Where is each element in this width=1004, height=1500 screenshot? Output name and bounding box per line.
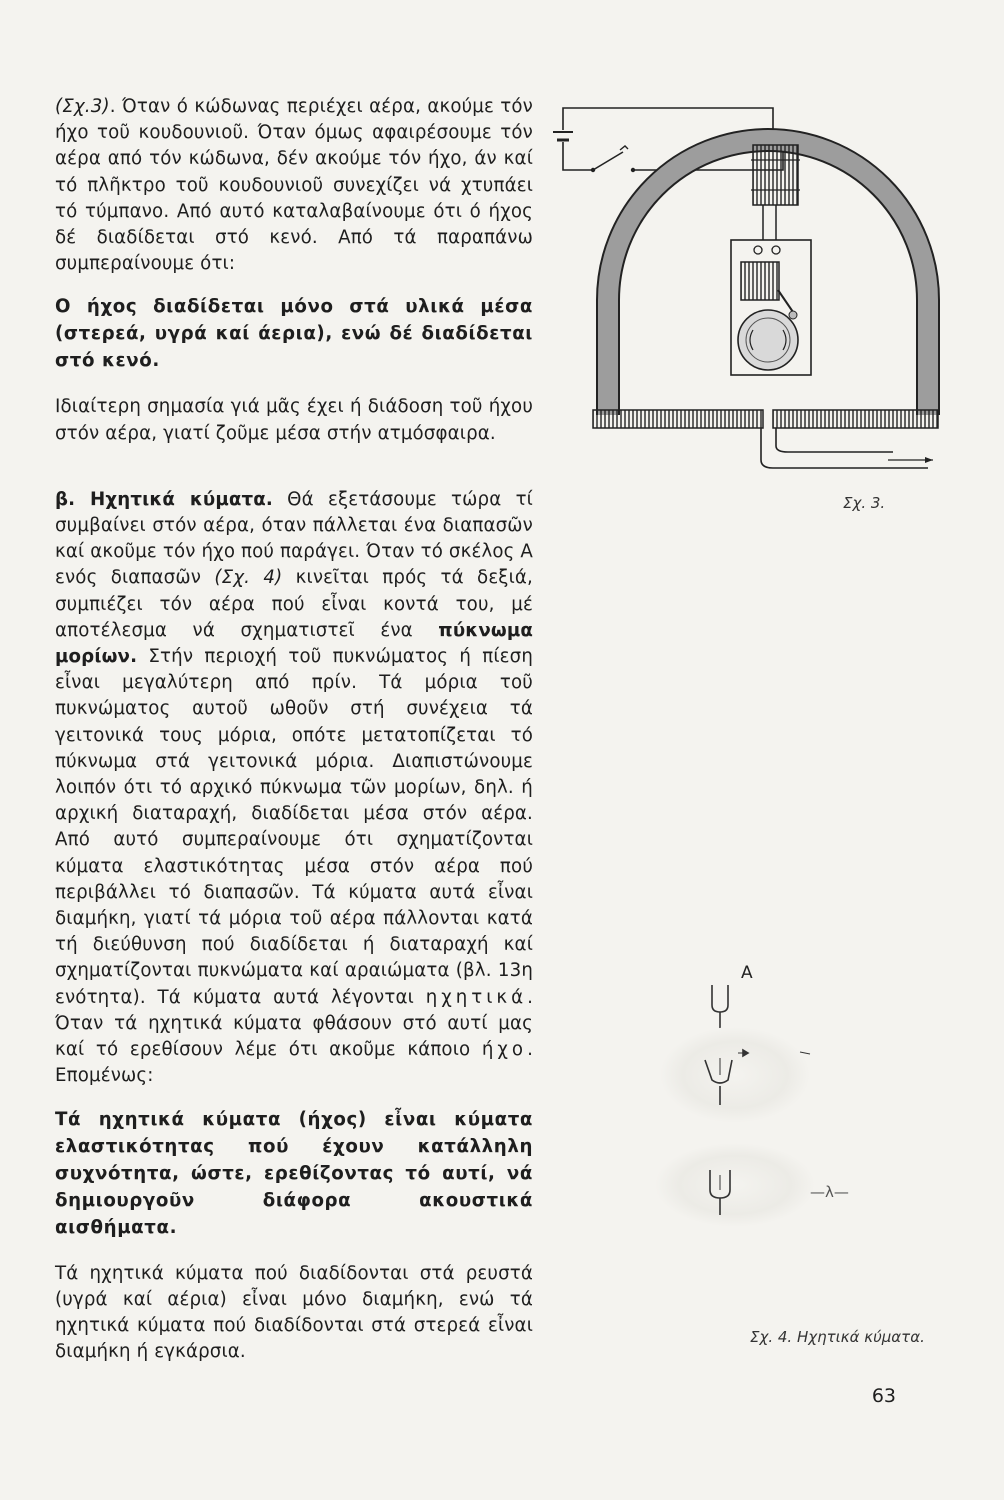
paragraph-3: Τά ηχητικά κύματα πού διαδίδονται στά ρευστά (υγρά καί αέρια) εἶναι μόνο διαμήκη, ενώ τά ηχητικά κύματα πού διαδίδονται στά στερεά εἶναι διαμήκη ή εγκάρσια. — [55, 1262, 533, 1363]
spaced-term-1: ηχητικά — [425, 986, 528, 1008]
bold-term: πύκνωμα μορίων. — [55, 619, 533, 668]
figure-4-caption: Σχ. 4. Ηχητικά κύματα. — [750, 1328, 925, 1346]
page-number: 63 — [871, 1385, 896, 1407]
law-2: Τά ηχητικά κύματα (ήχος) εἶναι κύματα ελαστικότητας πού έχουν κατάλληλη συχνότητα, ώστε, ερεθίζοντας τό αυτί, νά δημιουργοῦν διάφορα ακουστικά αισθήματα. — [55, 1108, 533, 1238]
paragraph-1: (Σχ.3). Όταν ό κώδωνας περιέχει αέρα, ακούμε τόν ήχο τοῦ κουδουνιοῦ. Όταν όμως αφαιρέσουμε τόν αέρα από τόν κώδωνα, δέν ακούμε τόν ήχο, άν καί τό πλῆκτρο τοῦ κουδουνιοῦ συνεχίζει νά χτυπάει τό τύμπανο. Από αυτό καταλαβαίνουμε ότι ό ήχος δέ διαδίδεται στό κενό. Από τά παραπάνω συμπεραίνουμε ότι: — [55, 96, 533, 275]
figure-3-caption: Σχ. 3. — [843, 494, 886, 512]
figure-3-bell-jar — [548, 90, 958, 510]
fork-label-A: A — [741, 963, 753, 983]
paragraph-2: Ιδιαίτερη σημασία γιά μᾶς έχει ή διάδοση τοῦ ήχου στόν αέρα, γιατί ζοῦμε μέσα στήν ατμόσφαιρα. — [55, 396, 533, 444]
section-b-heading: β. Ηχητικά κύματα. — [55, 488, 273, 510]
law-1: Ο ήχος διαδίδεται μόνο στά υλικά μέσα (στερεά, υγρά καί άερια), ενώ δέ διαδίδεται στό κενό. — [55, 296, 533, 372]
section-b: β. Ηχητικά κύματα. Θά εξετάσουμε τώρα τί συμβαίνει στόν αέρα, όταν πάλλεται ένα διαπασῶν καί ακοῦμε τόν ήχο πού παράγει. Όταν τό σκέλος Α ενός διαπασῶν (Σχ. 4) κινεῖται πρός τά δεξιά, συμπιέζει τόν αέρα πού εἶναι κοντά του, μέ αποτέλεσμα νά σχηματιστεῖ ένα πύκνωμα μορίων. Στήν περιοχή τοῦ πυκνώματος ή πίεση εἶναι μεγαλύτερη από πρίν. Τά μόρια τοῦ πυκνώματος αυτοῦ ωθοῦν στή συνέχεια τά γειτονικά τους μόρια, οπότε μετατοπίζεται τό πύκνωμα στά γειτονικά μόρια. Διαπιστώνουμε λοιπόν ότι τό αρχικό πύκνωμα τῶν μορίων, δηλ. ή αρχική διαταραχή, διαδίδεται μέσα στόν αέρα. Από αυτό συμπεραίνουμε ότι σχηματίζονται κύματα ελαστικότητας μέσα στόν αέρα πού περιβάλλει τό διαπασῶν. Τά κύματα αυτά εἶναι διαμήκη, γιατί τά μόρια τοῦ αέρα πάλλονται κατά τή διεύθυνση πού διαδίδεται ή διαταραχή καί σχηματίζονται πυκνώματα καί αραιώματα (βλ. 13η ενότητα). Τά κύματα αυτά λέγονται ηχητικά. Όταν τά ηχητικά κύματα φθάσουν στό αυτί μας καί τό ερεθίσουν λέμε ότι ακοῦμε κάποιο ήχο. Επομένως: — [55, 488, 533, 1087]
figure-ref-4: (Σχ. 4) — [214, 567, 283, 589]
wavelength-label: —λ— — [810, 1183, 849, 1201]
spaced-term-2: ήχο — [481, 1039, 528, 1061]
figure-4-tuning-fork — [650, 950, 900, 1240]
text-column — [55, 94, 533, 1365]
figure-ref: (Σχ.3) — [55, 96, 110, 117]
